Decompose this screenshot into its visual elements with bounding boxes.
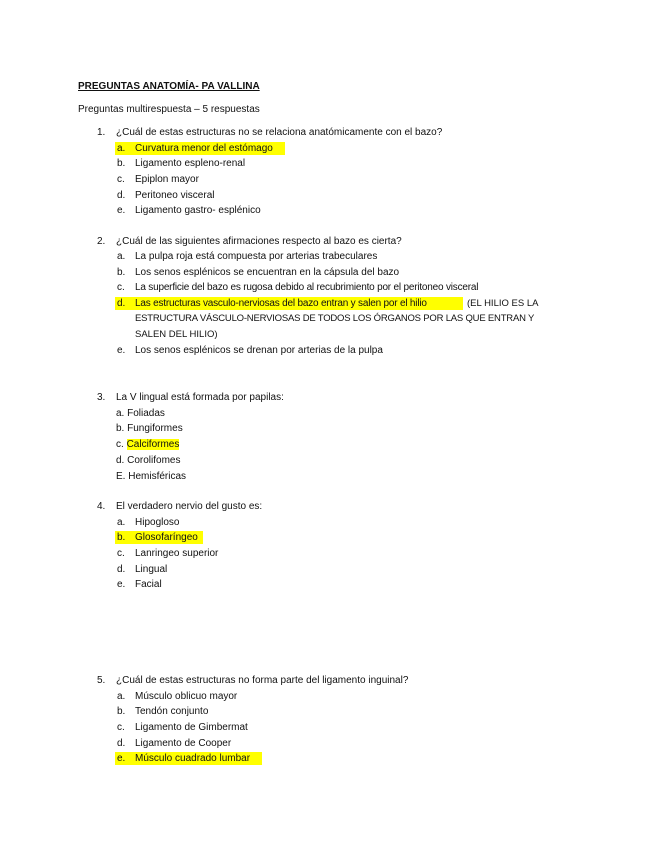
option-text-correct: Calciformes [126, 439, 180, 450]
document-title: PREGUNTAS ANATOMÍA- PA VALLINA [78, 81, 260, 92]
question-text: ¿Cuál de estas estructuras no forma parte del ligamento inguinal? [116, 675, 409, 686]
answer-note: SALEN DEL HILIO) [135, 329, 218, 340]
option-text: Los senos esplénicos se drenan por arterias de la pulpa [135, 345, 383, 356]
document-subtitle: Preguntas multirespuesta – 5 respuestas [78, 104, 260, 115]
option-letter: a. [117, 691, 126, 702]
option-letter: b. [117, 706, 126, 717]
option-text: Lingual [135, 564, 168, 575]
option-letter: b. [117, 158, 126, 169]
option-item [116, 422, 183, 435]
option-text-correct: Músculo cuadrado lumbar [135, 753, 251, 764]
option-letter: c. [117, 282, 125, 293]
option-letter: b. [116, 423, 125, 434]
option-text: Epiplon mayor [135, 174, 199, 185]
option-letter: c. [117, 548, 125, 559]
option-letter: d. [117, 564, 126, 575]
option-text-correct: Glosofaríngeo [135, 532, 198, 543]
option-letter: a. [117, 251, 126, 262]
option-letter: d. [117, 298, 126, 309]
option-text: Facial [135, 579, 162, 590]
option-item [116, 470, 186, 483]
option-text: Ligamento de Gimbermat [135, 722, 248, 733]
option-letter: e. [117, 753, 126, 764]
option-text-correct: Curvatura menor del estómago [135, 143, 273, 154]
option-letter: d. [117, 738, 126, 749]
option-text: Tendón conjunto [135, 706, 209, 717]
option-letter: e. [117, 579, 126, 590]
question-number: 1. [97, 127, 106, 138]
option-text: Ligamento gastro- esplénico [135, 205, 261, 216]
option-letter: b. [117, 532, 126, 543]
option-text: Ligamento de Cooper [135, 738, 232, 749]
option-letter: d. [117, 190, 126, 201]
option-item [116, 407, 165, 420]
question-text: La V lingual está formada por papilas: [116, 392, 284, 403]
option-text: Fungiformes [127, 423, 183, 434]
option-text: Hipogloso [135, 517, 180, 528]
option-text: Los senos esplénicos se encuentran en la cápsula del bazo [135, 267, 400, 278]
question-number: 2. [97, 236, 106, 247]
option-text: Peritoneo visceral [135, 190, 215, 201]
option-letter: e. [117, 205, 126, 216]
option-item [116, 438, 179, 451]
option-text: Hemisféricas [128, 471, 187, 482]
option-letter: a. [117, 143, 126, 154]
option-item [116, 454, 180, 467]
option-letter: a. [116, 408, 125, 419]
option-letter: d. [116, 455, 125, 466]
answer-note: (EL HILIO ES LA [467, 298, 539, 309]
question-text: ¿Cuál de estas estructuras no se relaciona anatómicamente con el bazo? [116, 127, 443, 138]
question-text: El verdadero nervio del gusto es: [116, 501, 263, 512]
option-text: Ligamento espleno-renal [135, 158, 246, 169]
option-letter: E. [116, 471, 126, 482]
option-letter: a. [117, 517, 126, 528]
question-text: ¿Cuál de las siguientes afirmaciones respecto al bazo es cierta? [116, 236, 402, 247]
option-letter: e. [117, 345, 126, 356]
option-letter: c. [117, 722, 125, 733]
answer-note: ESTRUCTURA VÁSCULO-NERVIOSAS DE TODOS LOS ÓRGANOS POR LAS QUE ENTRAN Y [135, 313, 535, 324]
question-number: 4. [97, 501, 106, 512]
question-number: 5. [97, 675, 106, 686]
option-text-correct: Las estructuras vasculo-nerviosas del bazo entran y salen por el hilio [135, 298, 427, 309]
option-text: La pulpa roja está compuesta por arterias trabeculares [135, 251, 378, 262]
option-letter: c. [116, 439, 124, 450]
option-letter: b. [117, 267, 126, 278]
option-letter: c. [117, 174, 125, 185]
question-number: 3. [97, 392, 106, 403]
option-text: Foliadas [127, 408, 165, 419]
option-text: Lanringeo superior [135, 548, 219, 559]
option-text: Corolifomes [127, 455, 181, 466]
option-text: La superficie del bazo es rugosa debido al recubrimiento por el peritoneo visceral [135, 282, 479, 293]
option-text: Músculo oblicuo mayor [135, 691, 238, 702]
